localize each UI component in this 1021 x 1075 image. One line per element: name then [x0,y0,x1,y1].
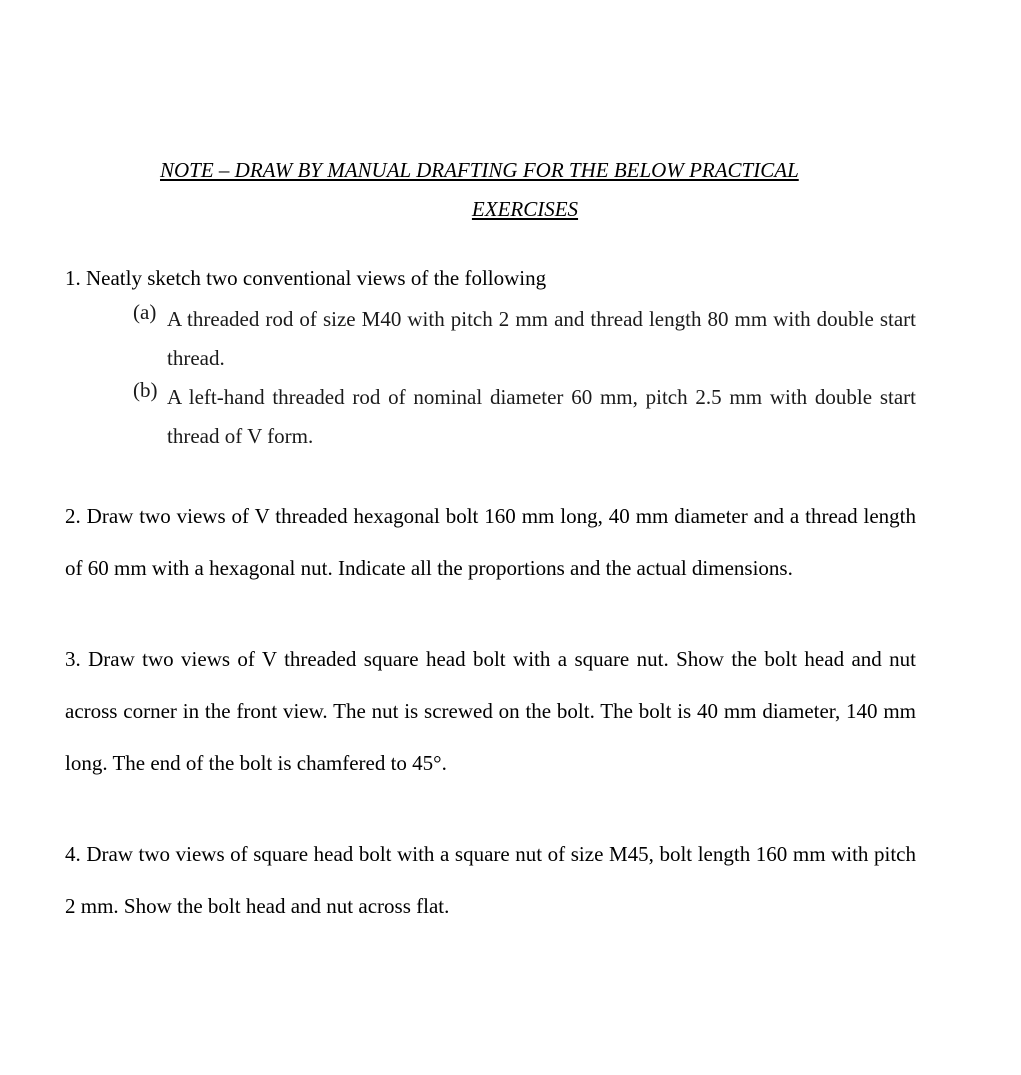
question-1-part-b [133,378,916,456]
part-a-label: (a) [133,300,157,324]
question-3: 3. Draw two views of V threaded square head bolt with a square nut. Show the bolt head and nut across corner in the front view. The nut is screwed on the bolt. The bolt is 40 mm diameter, 140 mm long. The end of the bolt is chamfered to 45°. [65,647,916,775]
part-b-label: (b) [133,378,158,402]
part-b-text: A left-hand threaded rod of nominal diameter 60 mm, pitch 2.5 mm with double start thread of V form. [167,385,916,448]
part-a-text: A threaded rod of size M40 with pitch 2 mm and thread length 80 mm with double start thread. [167,307,916,370]
question-4: 4. Draw two views of square head bolt with a square nut of size M45, bolt length 160 mm with pitch 2 mm. Show the bolt head and nut across flat. [65,842,916,918]
question-1-part-a [133,300,916,378]
note-heading-line1: NOTE – DRAW BY MANUAL DRAFTING FOR THE BELOW PRACTICAL [160,158,799,182]
note-heading-line2: EXERCISES [471,197,579,221]
question-2: 2. Draw two views of V threaded hexagonal bolt 160 mm long, 40 mm diameter and a thread length of 60 mm with a hexagonal nut. Indicate all the proportions and the actual dimensions. [65,504,916,580]
question-1: 1. Neatly sketch two conventional views of the following [65,266,547,290]
